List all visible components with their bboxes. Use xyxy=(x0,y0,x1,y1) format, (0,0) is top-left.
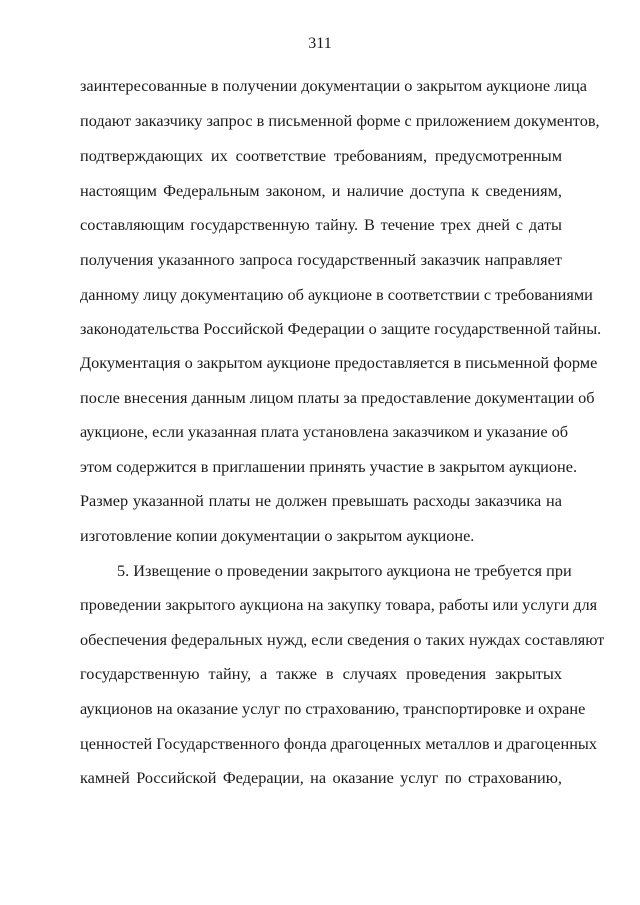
text-line: Размер указанной платы не должен превышать расходы заказчика на xyxy=(80,491,562,510)
text-line: аукционов на оказание услуг по страхованию, транспортировке и охране xyxy=(80,699,586,718)
text-line: проведении закрытого аукциона на закупку товара, работы или услуги для xyxy=(80,595,598,614)
text-line: Документация о закрытом аукционе предоставляется в письменной форме xyxy=(80,353,598,372)
text-line: законодательства Российской Федерации о защите государственной тайны. xyxy=(80,319,602,338)
text-line: камней Российской Федерации, на оказание услуг по страхованию, xyxy=(80,768,562,787)
text-line: составляющим государственную тайну. В течение трех дней с даты xyxy=(80,215,562,234)
text-line: обеспечения федеральных нужд, если сведения о таких нуждах составляют xyxy=(80,630,605,649)
text-line: заинтересованные в получении документации о закрытом аукционе лица xyxy=(80,76,587,95)
text-line: государственную тайну, а также в случаях проведения закрытых xyxy=(80,664,562,683)
text-line: изготовление копии документации о закрытом аукционе. xyxy=(80,526,475,545)
text-line: данному лицу документацию об аукционе в соответствии с требованиями xyxy=(80,285,593,304)
text-line: аукционе, если указанная плата установлена заказчиком и указание об xyxy=(80,422,569,441)
page-number: 311 xyxy=(308,35,332,52)
text-line: подтверждающих их соответствие требованиям, предусмотренным xyxy=(80,146,562,165)
text-line: 5. Извещение о проведении закрытого аукциона не требуется при xyxy=(117,561,572,580)
text-line: настоящим Федеральным законом, и наличие доступа к сведениям, xyxy=(80,181,562,200)
text-line: получения указанного запроса государственный заказчик направляет xyxy=(80,250,562,269)
text-line: ценностей Государственного фонда драгоценных металлов и драгоценных xyxy=(80,734,597,753)
text-line: этом содержится в приглашении принять участие в закрытом аукционе. xyxy=(80,457,578,476)
text-line: после внесения данным лицом платы за предоставление документации об xyxy=(80,388,595,407)
text-line: подают заказчику запрос в письменной форме с приложением документов, xyxy=(80,111,600,130)
